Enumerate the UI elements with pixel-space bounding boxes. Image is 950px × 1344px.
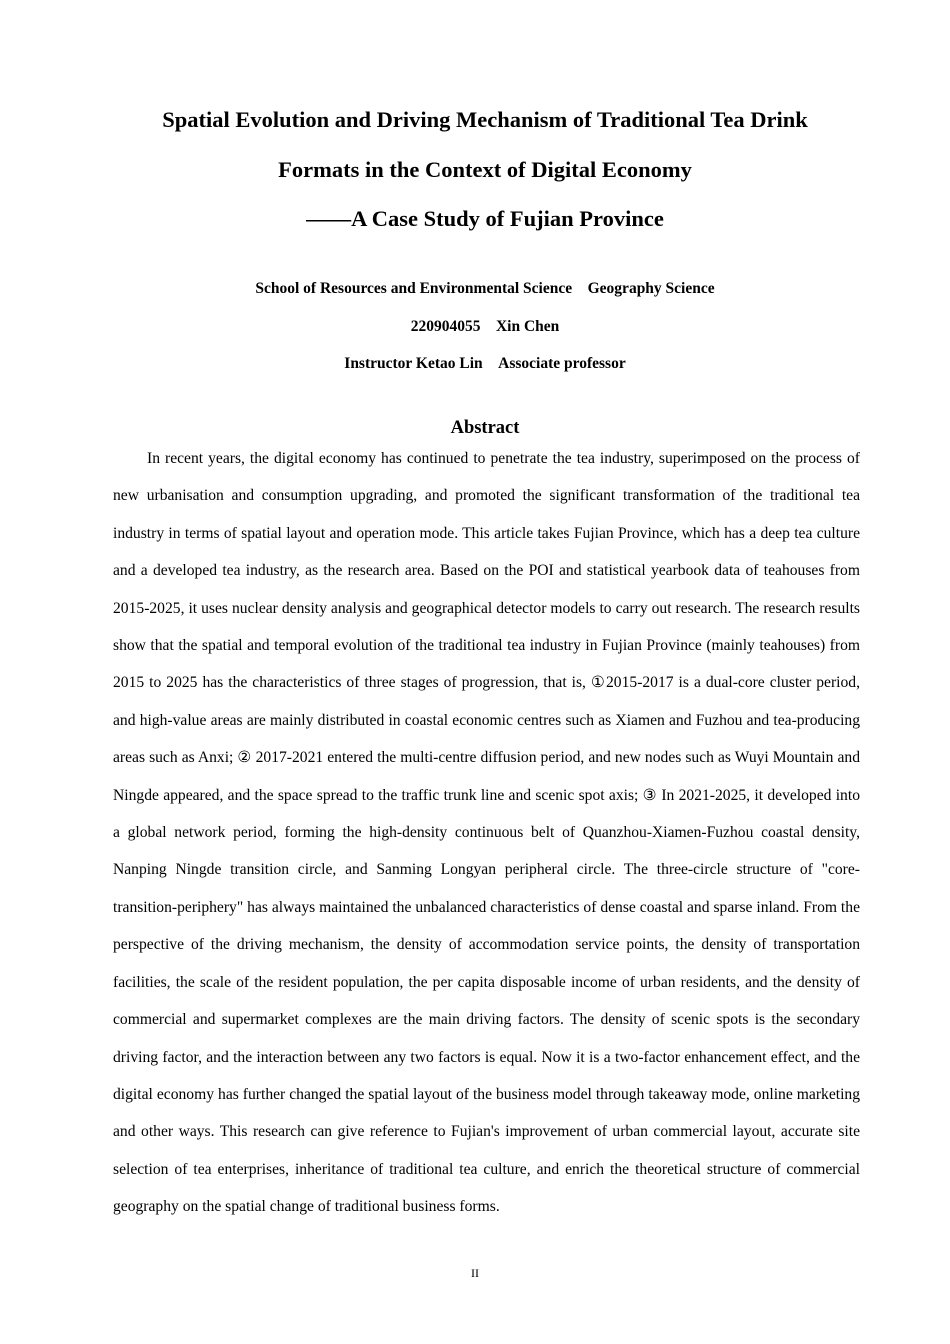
abstract-heading: Abstract	[450, 418, 520, 438]
student-id-name-line: 220904055 Xin Chen	[410, 317, 560, 335]
title-line-2: Formats in the Context of Digital Economy	[278, 156, 692, 182]
paper-title	[60, 95, 910, 244]
author-info	[60, 270, 910, 383]
school-major-line: School of Resources and Environmental Science Geography Science	[255, 280, 715, 297]
page-number: II	[471, 1266, 479, 1280]
title-line-1: Spatial Evolution and Driving Mechanism of Traditional Tea Drink	[162, 107, 808, 132]
instructor-line: Instructor Ketao Lin Associate professor	[344, 355, 626, 372]
subtitle-line: ——A Case Study of Fujian Province	[306, 206, 664, 231]
abstract-body: In recent years, the digital economy has continued to penetrate the tea industry, superimposed on the process of new urbanisation and consumption upgrading, and promoted the significant transformation of the traditional tea industry in terms of spatial layout and operation mode. This article takes Fujian Province, which has a deep tea culture and a developed tea industry, as the research area. Based on the POI and statistical yearbook data of teahouses from 2015-2025, it uses nuclear density analysis and geographical detector models to carry out research. The research results show that the spatial and temporal evolution of the traditional tea industry in Fujian Province (mainly teahouses) from 2015 to 2025 has the characteristics of three stages of progression, that is, ①2015-2017 is a dual-core cluster period, and high-value areas are mainly distributed in coastal economic centres such as Xiamen and Fuzhou and tea-producing areas such as Anxi; ② 2017-2021 entered the multi-centre diffusion period, and new nodes such as Wuyi Mountain and Ningde appeared, and the space spread to the traffic trunk line and scenic spot axis; ③ In 2021-2025, it developed into a global network period, forming the high-density continuous belt of Quanzhou-Xiamen-Fuzhou coastal density, Nanping Ningde transition circle, and Sanming Longyan peripheral circle. The three-circle structure of "core-transition-periphery" has always maintained the unbalanced characteristics of dense coastal and sparse inland. From the perspective of the driving mechanism, the density of accommodation service points, the density of transportation facilities, the scale of the resident population, the per capita disposable income of urban residents, and the density of commercial and supermarket complexes are the main driving factors. The density of scenic spots is the secondary driving factor, and the interaction between any two factors is equal. Now it is a two-factor enhancement effect, and the digital economy has further changed the spatial layout of the business model through takeaway mode, online marketing and other ways. This research can give reference to Fujian's improvement of urban commercial layout, accurate site selection of tea enterprises, inheritance of traditional tea culture, and enrich the theoretical structure of commercial geography on the spatial change of traditional business forms.	[113, 450, 860, 1216]
